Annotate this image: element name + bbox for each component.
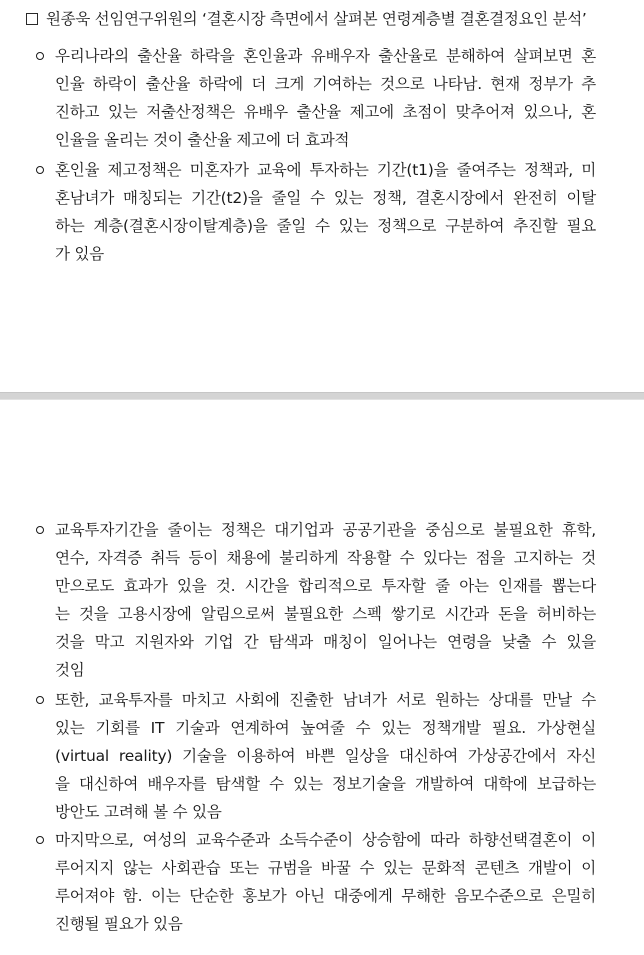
bullet-line bbox=[36, 910, 596, 938]
bullet-text: 연수, 자격증 취득 등이 채용에 불리하게 작용할 수 있다는 점을 고지하는 것 bbox=[55, 549, 596, 567]
bullet-text: 방안도 고려해 볼 수 있음 bbox=[55, 803, 222, 821]
bullet-line bbox=[36, 184, 596, 212]
bullet-item bbox=[36, 826, 596, 938]
bullet-line bbox=[36, 714, 596, 742]
circle-bullet-icon bbox=[36, 526, 44, 534]
bullet-text: (virtual reality) 기술을 이용하여 바쁜 일상을 대신하여 가상공간에서 자신 bbox=[55, 747, 596, 765]
bullet-line bbox=[36, 742, 596, 770]
page-top-section bbox=[0, 0, 644, 392]
bullet-line bbox=[36, 882, 596, 910]
page-divider bbox=[0, 392, 644, 400]
circle-bullet-icon bbox=[36, 52, 44, 60]
bullet-text: 인율 하락이 출산율 하락에 더 크게 기여하는 것으로 나타남. 현재 정부가 추 bbox=[55, 75, 596, 93]
bullet-text: 것을 막고 지원자와 기업 간 탐색과 매칭이 일어나는 연령을 낮출 수 있을 bbox=[55, 633, 596, 651]
bullet-text: 것임 bbox=[55, 661, 85, 679]
bullet-text: 있는 기회를 IT 기술과 연계하여 높여줄 수 있는 정책개발 필요. 가상현실 bbox=[55, 719, 596, 737]
circle-bullet-icon bbox=[36, 166, 44, 174]
bullet-text: 우리나라의 출산율 하락을 혼인율과 유배우자 출산율로 분해하여 살펴보면 혼 bbox=[55, 47, 596, 65]
bullet-line bbox=[36, 98, 596, 126]
bullet-text: 마지막으로, 여성의 교육수준과 소득수준이 상승함에 따라 하향선택결혼이 이 bbox=[55, 831, 596, 849]
section-heading bbox=[26, 8, 587, 30]
circle-bullet-icon bbox=[36, 696, 44, 704]
bullet-item bbox=[36, 156, 596, 268]
bullet-line bbox=[36, 544, 596, 572]
bullet-text: 루어져야 함. 이는 단순한 홍보가 아닌 대중에게 무해한 음모수준으로 은밀히 bbox=[55, 887, 596, 905]
bullet-text: 또한, 교육투자를 마치고 사회에 진출한 남녀가 서로 원하는 상대를 만날 수 bbox=[55, 691, 596, 709]
bullet-line bbox=[36, 770, 596, 798]
bullet-text: 인율을 올리는 것이 출산율 제고에 더 효과적 bbox=[55, 131, 350, 149]
bullet-line bbox=[36, 826, 596, 854]
bullet-item bbox=[36, 42, 596, 154]
bullet-line bbox=[36, 600, 596, 628]
bullet-text: 만으로도 효과가 있을 것. 시간을 합리적으로 투자할 줄 아는 인재를 뽑는다 bbox=[55, 577, 596, 595]
bullet-line bbox=[36, 42, 596, 70]
circle-bullet-icon bbox=[36, 836, 44, 844]
bullet-line bbox=[36, 656, 596, 684]
bullet-line bbox=[36, 156, 596, 184]
bullet-text: 하는 계층(결혼시장이탈계층)을 줄일 수 있는 정책으로 구분하여 추진할 필요 bbox=[55, 217, 596, 235]
bullet-line bbox=[36, 854, 596, 882]
bullet-line bbox=[36, 240, 596, 268]
page-bottom-section bbox=[0, 400, 644, 955]
bullet-text: 는 것을 고용시장에 알림으로써 불필요한 스펙 쌓기로 시간과 돈을 허비하는 bbox=[55, 605, 596, 623]
heading-text: 원종욱 선임연구위원의 ‘결혼시장 측면에서 살펴본 연령계층별 결혼결정요인 분석’ bbox=[46, 10, 587, 28]
bullet-line bbox=[36, 70, 596, 98]
bullet-line bbox=[36, 628, 596, 656]
bullet-text: 혼남녀가 매칭되는 기간(t2)을 줄일 수 있는 정책, 결혼시장에서 완전히 이탈 bbox=[55, 189, 596, 207]
bullet-text: 혼인율 제고정책은 미혼자가 교육에 투자하는 기간(t1)을 줄여주는 정책과, 미 bbox=[55, 161, 596, 179]
bullet-text: 교육투자기간을 줄이는 정책은 대기업과 공공기관을 중심으로 불필요한 휴학, bbox=[55, 521, 596, 539]
bullet-line bbox=[36, 686, 596, 714]
bullet-text: 가 있음 bbox=[55, 245, 105, 263]
bullet-text: 루어지지 않는 사회관습 또는 규범을 바꿀 수 있는 문화적 콘텐츠 개발이 이 bbox=[55, 859, 596, 877]
bullet-item bbox=[36, 686, 596, 826]
bullet-line bbox=[36, 798, 596, 826]
bullet-item bbox=[36, 516, 596, 684]
bullet-line bbox=[36, 572, 596, 600]
bullet-line bbox=[36, 126, 596, 154]
bullet-text: 진하고 있는 저출산정책은 유배우 출산율 제고에 초점이 맞추어져 있으나, 혼 bbox=[55, 103, 596, 121]
bullet-text: 진행될 필요가 있음 bbox=[55, 915, 183, 933]
bullet-line bbox=[36, 212, 596, 240]
bullet-text: 을 대신하여 배우자를 탐색할 수 있는 정보기술을 개발하여 대학에 보급하는 bbox=[55, 775, 596, 793]
checkbox-icon bbox=[26, 13, 38, 25]
bullet-line bbox=[36, 516, 596, 544]
